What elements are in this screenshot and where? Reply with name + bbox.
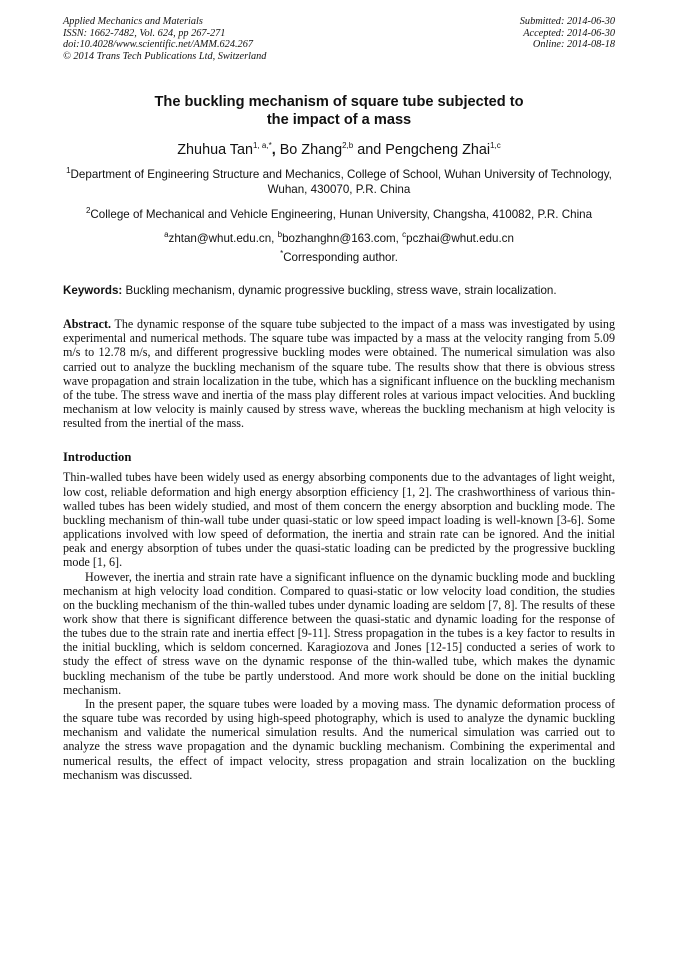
paper-title bbox=[63, 93, 615, 129]
author-emails bbox=[63, 229, 615, 247]
intro-paragraph-1: Thin-walled tubes have been widely used as energy absorbing components due to the advantages of light weight, low cost, reliable deformation and high energy absorption efficiency [1, 2]. The crashworthiness of various thin-walled tubes has been widely studied, and most of them concern the energy absorption and buckling mode. The buckling mechanism of thin-wall tube under quasi-static or low speed impact loading is well-known [3-6]. Some applications involved with low speed of deformation, the inertia and strain rate can be ignored. And the initial peak and energy absorption of tubes under the quasi-static loading can be predicted by the progressive buckling mode [1, 6]. bbox=[63, 470, 615, 570]
email-mark: b bbox=[277, 229, 283, 239]
doi-line: doi:10.4028/www.scientific.net/AMM.624.267 bbox=[63, 39, 253, 51]
corresponding-mark: * bbox=[280, 248, 284, 258]
keywords-text: Buckling mechanism, dynamic progressive buckling, stress wave, strain localization. bbox=[122, 284, 557, 298]
email-text: pczhai@whut.edu.cn bbox=[406, 231, 514, 245]
affiliation-2 bbox=[63, 208, 615, 223]
author-name: Pengcheng Zhai bbox=[385, 142, 491, 159]
online-date: Online: 2014-08-18 bbox=[532, 39, 615, 51]
author-affiliation-mark: 2,b bbox=[342, 141, 354, 151]
journal-info bbox=[63, 16, 266, 62]
keywords-label: Keywords: bbox=[63, 284, 123, 298]
email-mark: a bbox=[164, 229, 169, 239]
author-affiliation-mark: 1, a,* bbox=[253, 141, 272, 151]
affiliation-mark: 1 bbox=[66, 166, 71, 176]
email-text: zhtan@whut.edu.cn, bbox=[168, 231, 278, 245]
affiliation-text: Department of Engineering Structure and Mechanics, College of School, Wuhan University of Technology, Wuhan, 430070, P.R. China bbox=[70, 168, 612, 197]
abstract-label: Abstract. bbox=[63, 317, 112, 332]
author-name: Zhuhua Tan bbox=[177, 142, 254, 159]
intro-paragraph-2: However, the inertia and strain rate have a significant influence on the dynamic buckling mode and buckling mechanism at high velocity load condition. Compared to quasi-static or low velocity load condition, the studies on the buckling mechanism of the thin-walled tubes under dynamic loading are seldom [7, 8]. The results of these work show that there is significant difference between the quasi-static and dynamic loading for the response of the tubes due to the strain rate and inertia effect [9-11]. Stress propagation in the tubes is a key factor to results in the initial buckling, which is seldom concerned. Karagiozova and Jones [12-15] conducted a series of work to study the effect of stress wave on the dynamic response of the thin-walled tube, which makes the dynamic buckling mechanism of the tube be partly understood. And more work should be done on the initial buckling mechanism. bbox=[63, 569, 615, 697]
abstract-text: The dynamic response of the square tube subjected to the impact of a mass was investigated by using experimental and numerical methods. The square tube was impacted by a mass at the velocity ranging from 5.09 m/s to 12.78 m/s, and different progressive buckling modes were obtained. The numerical simulation was also carried out to analyze the buckling mechanism of the square tube. The results show that there is obvious stress wave propagation and strain localization in the tube, which has a significant influence on the buckling mechanism of the tube. The stress wave and inertia of the mass play different roles at various impact velocities. And buckling mechanism at low velocity is mainly caused by stress wave, whereas the buckling mechanism at high velocity is resulted from the inertial of the mass. bbox=[63, 317, 615, 431]
affiliation-text: College of Mechanical and Vehicle Engineering, Hunan University, Changsha, 410082, P.R. China bbox=[90, 207, 593, 221]
author-separator: and bbox=[353, 142, 386, 159]
corresponding-text: Corresponding author. bbox=[283, 250, 398, 264]
submitted-date: Submitted: 2014-06-30 bbox=[519, 16, 615, 27]
author-name: Bo Zhang bbox=[279, 142, 343, 159]
affiliation-1 bbox=[63, 168, 615, 198]
affiliation-mark: 2 bbox=[85, 206, 91, 216]
author-list bbox=[63, 141, 615, 159]
introduction-heading: Introduction bbox=[63, 450, 132, 465]
email-mark: c bbox=[402, 229, 407, 239]
copyright-line: © 2014 Trans Tech Publications Ltd, Switzerland bbox=[63, 50, 267, 62]
title-line-1: The buckling mechanism of square tube subjected to bbox=[154, 94, 524, 111]
issn-line: ISSN: 1662-7482, Vol. 624, pp 267-271 bbox=[63, 27, 226, 39]
accepted-date: Accepted: 2014-06-30 bbox=[523, 27, 615, 39]
submission-dates bbox=[520, 16, 615, 62]
journal-name: Applied Mechanics and Materials bbox=[63, 16, 203, 27]
intro-paragraph-3: In the present paper, the square tubes were loaded by a moving mass. The dynamic deformation process of the square tube was recorded by using high-speed photography, which is used to analyze the dynamic buckling mechanism and validate the numerical simulation results. And the numerical simulation was carried out to analyze the stress wave propagation and the dynamic buckling mechanism. Combining the experimental and numerical results, the effect of impact velocity, stress propagation and strain localization on the buckling mechanism was discussed. bbox=[63, 696, 615, 782]
page-header bbox=[63, 16, 615, 62]
abstract bbox=[63, 317, 615, 430]
corresponding-author-note bbox=[63, 248, 615, 266]
author-affiliation-mark: 1,c bbox=[490, 141, 501, 151]
keywords bbox=[63, 284, 615, 299]
author-separator: , bbox=[271, 142, 280, 159]
title-line-2: the impact of a mass bbox=[266, 112, 412, 129]
email-text: bozhanghn@163.com, bbox=[282, 231, 403, 245]
abstract-paragraph bbox=[63, 317, 615, 430]
